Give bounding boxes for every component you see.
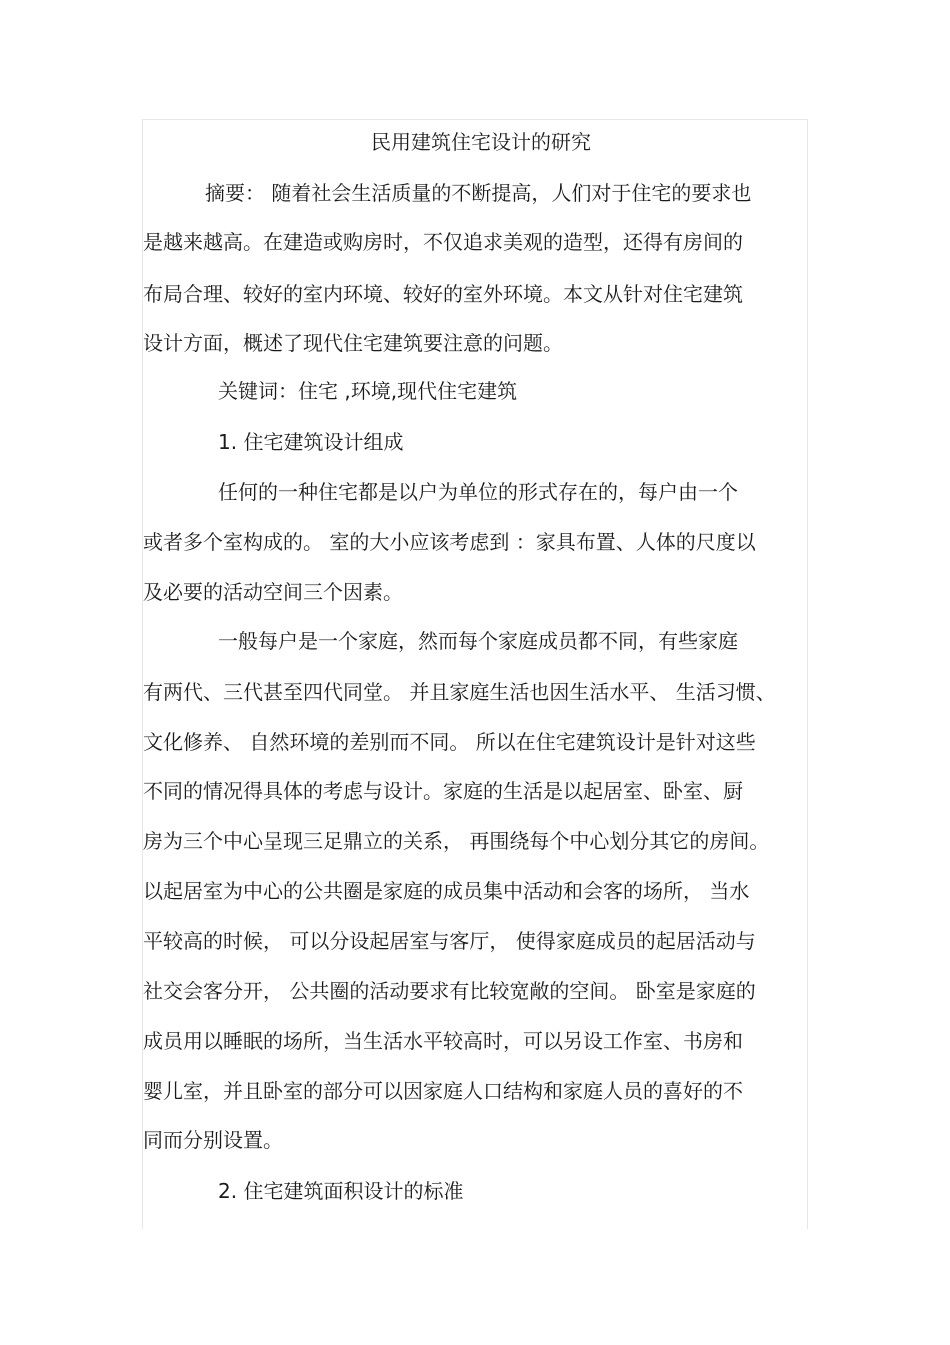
abstract-line: 摘要： 随着社会生活质量的不断提高，人们对于住宅的要求也 xyxy=(205,181,752,205)
body-text-line: 婴儿室，并且卧室的部分可以因家庭人口结构和家庭人员的喜好的不 xyxy=(143,1079,743,1103)
body-text-line: 有两代、三代甚至四代同堂。 并且家庭生活也因生活水平、 生活习惯、 xyxy=(143,680,776,704)
body-text-line: 及必要的活动空间三个因素。 xyxy=(143,580,403,604)
body-text-line: 社交会客分开， 公共圈的活动要求有比较宽敞的空间。 卧室是家庭的 xyxy=(143,979,756,1003)
section-heading: 1. 住宅建筑设计组成 xyxy=(218,430,404,454)
body-text-line: 成员用以睡眠的场所，当生活水平较高时，可以另设工作室、书房和 xyxy=(143,1029,743,1053)
document-title: 民用建筑住宅设计的研究 xyxy=(371,130,591,154)
abstract-line: 设计方面，概述了现代住宅建筑要注意的问题。 xyxy=(143,331,563,355)
body-text-line: 同而分别设置。 xyxy=(143,1128,283,1152)
section-heading: 2. 住宅建筑面积设计的标准 xyxy=(218,1179,464,1203)
body-text-line: 或者多个室构成的。 室的大小应该考虑到 ：家具布置、人体的尺度以 xyxy=(143,530,756,554)
body-text-line: 一般每户是一个家庭，然而每个家庭成员都不同，有些家庭 xyxy=(218,629,738,653)
body-text-line: 平较高的时候， 可以分设起居室与客厅， 使得家庭成员的起居活动与 xyxy=(143,929,756,953)
body-text-line: 不同的情况得具体的考虑与设计。家庭的生活是以起居室、卧室、厨 xyxy=(143,779,743,803)
body-text-line: 文化修养、 自然环境的差别而不同。 所以在住宅建筑设计是针对这些 xyxy=(143,730,756,754)
body-text-line: 任何的一种住宅都是以户为单位的形式存在的，每户由一个 xyxy=(218,480,738,504)
abstract-line: 布局合理、较好的室内环境、较好的室外环境。本文从针对住宅建筑 xyxy=(143,282,743,306)
abstract-line: 是越来越高。在建造或购房时，不仅追求美观的造型，还得有房间的 xyxy=(143,230,743,254)
body-text-line: 以起居室为中心的公共圈是家庭的成员集中活动和会客的场所， 当水 xyxy=(143,879,750,903)
keywords-line: 关键词：住宅 ,环境,现代住宅建筑 xyxy=(218,379,518,403)
body-text-line: 房为三个中心呈现三足鼎立的关系， 再围绕每个中心划分其它的房间。 xyxy=(143,829,770,853)
